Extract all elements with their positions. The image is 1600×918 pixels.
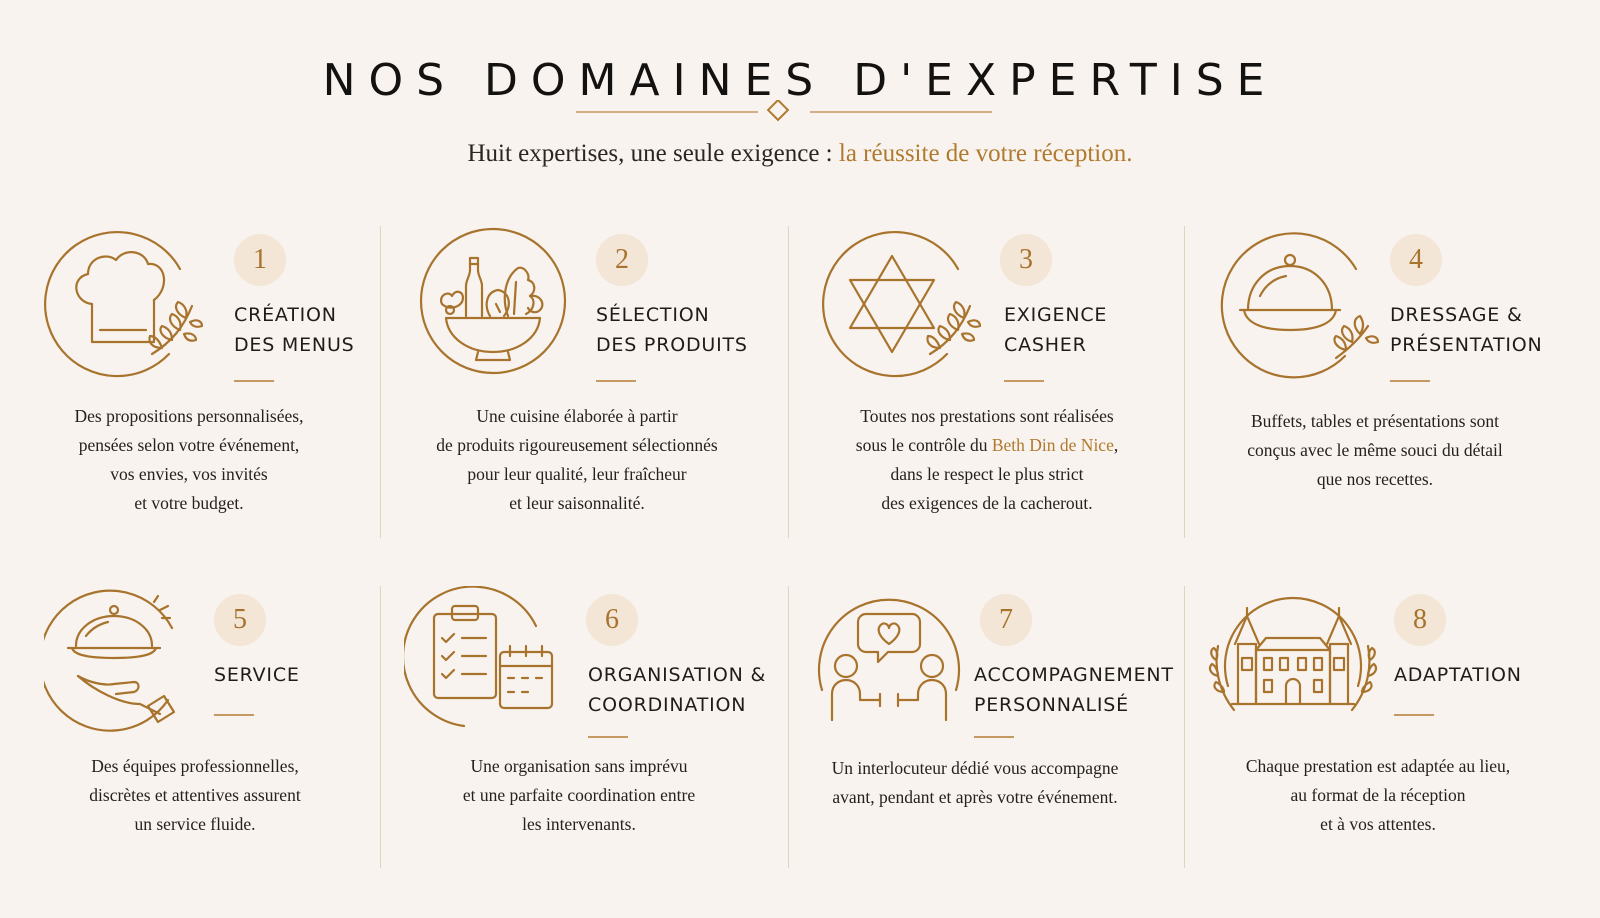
title-underline	[1004, 380, 1044, 382]
title-underline	[588, 736, 628, 738]
step-number-badge: 6	[586, 594, 638, 646]
expertise-title: SÉLECTION DES PRODUITS	[596, 304, 748, 356]
expertise-card-8	[1208, 586, 1588, 868]
expertise-description: Des propositions personnalisées, pensées selon votre événement, vos envies, vos invités et votre budget.	[74, 406, 304, 513]
title-underline	[974, 736, 1014, 738]
expertise-description: Des équipes professionnelles, discrètes et attentives assurent un service fluide.	[89, 756, 301, 834]
column-divider	[788, 586, 789, 868]
subtitle-accent: la réussite de votre réception.	[838, 140, 1133, 167]
expertise-description: Un interlocuteur dédié vous accompagne avant, pendant et après votre événement.	[831, 758, 1119, 807]
expertise-description: Toutes nos prestations sont réalisées sous le contrôle du Beth Din de Nice, dans le respect le plus strict des exigences de la cacherout.	[855, 406, 1119, 513]
expertise-title: ORGANISATION & COORDINATION	[588, 664, 767, 716]
expertise-card-5	[44, 586, 374, 868]
chateau-icon	[1208, 586, 1378, 736]
expertise-card-7	[814, 586, 1174, 868]
page-title: NOS DOMAINES D'EXPERTISE	[322, 55, 1278, 107]
step-number-badge: 7	[980, 594, 1032, 646]
step-number-badge: 8	[1394, 594, 1446, 646]
serving-hand-icon	[44, 586, 204, 736]
subtitle	[0, 140, 1600, 168]
expertise-card-2	[418, 226, 778, 536]
expertise-title: ACCOMPAGNEMENT PERSONNALISÉ	[974, 664, 1174, 716]
cloche-icon	[1220, 226, 1380, 386]
expertise-title: EXIGENCE CASHER	[1004, 304, 1108, 356]
diamond-divider-icon	[576, 100, 1016, 124]
column-divider	[380, 586, 381, 868]
checklist-calendar-icon	[404, 586, 564, 736]
step-number-badge: 2	[596, 234, 648, 286]
expertise-title: SERVICE	[214, 664, 300, 686]
star-of-david-icon	[822, 226, 982, 386]
expertise-title: DRESSAGE & PRÉSENTATION	[1390, 304, 1543, 356]
step-number-badge: 4	[1390, 234, 1442, 286]
expertise-card-3	[822, 226, 1172, 536]
step-number-badge: 5	[214, 594, 266, 646]
expertise-description: Une cuisine élaborée à partir de produits rigoureusement sélectionnés pour leur qualité, leur fraîcheur et leur saisonnalité.	[436, 406, 718, 513]
column-divider	[788, 226, 789, 538]
beth-din-highlight: Beth Din de Nice	[991, 435, 1114, 455]
people-heart-icon	[814, 586, 964, 736]
column-divider	[1184, 586, 1185, 868]
expertise-title: ADAPTATION	[1394, 664, 1522, 686]
step-number-badge: 3	[1000, 234, 1052, 286]
title-underline	[596, 380, 636, 382]
expertise-card-1	[44, 226, 374, 536]
salad-bowl-icon	[418, 226, 568, 376]
title-underline	[234, 380, 274, 382]
expertise-description: Chaque prestation est adaptée au lieu, au format de la réception et à vos attentes.	[1245, 756, 1511, 834]
chef-hat-icon	[44, 226, 204, 386]
expertise-description: Buffets, tables et présentations sont conçus avec le même souci du détail que nos recettes.	[1247, 411, 1503, 489]
expertise-card-4	[1220, 226, 1580, 536]
title-underline	[1390, 380, 1430, 382]
expertise-description: Une organisation sans imprévu et une parfaite coordination entre les intervenants.	[462, 756, 696, 834]
column-divider	[380, 226, 381, 538]
step-number-badge: 1	[234, 234, 286, 286]
title-underline	[1394, 714, 1434, 716]
subtitle-lead: Huit expertises, une seule exigence :	[467, 140, 833, 167]
column-divider	[1184, 226, 1185, 538]
title-underline	[214, 714, 254, 716]
expertise-title: CRÉATION DES MENUS	[234, 304, 355, 356]
expertise-card-6	[404, 586, 784, 868]
